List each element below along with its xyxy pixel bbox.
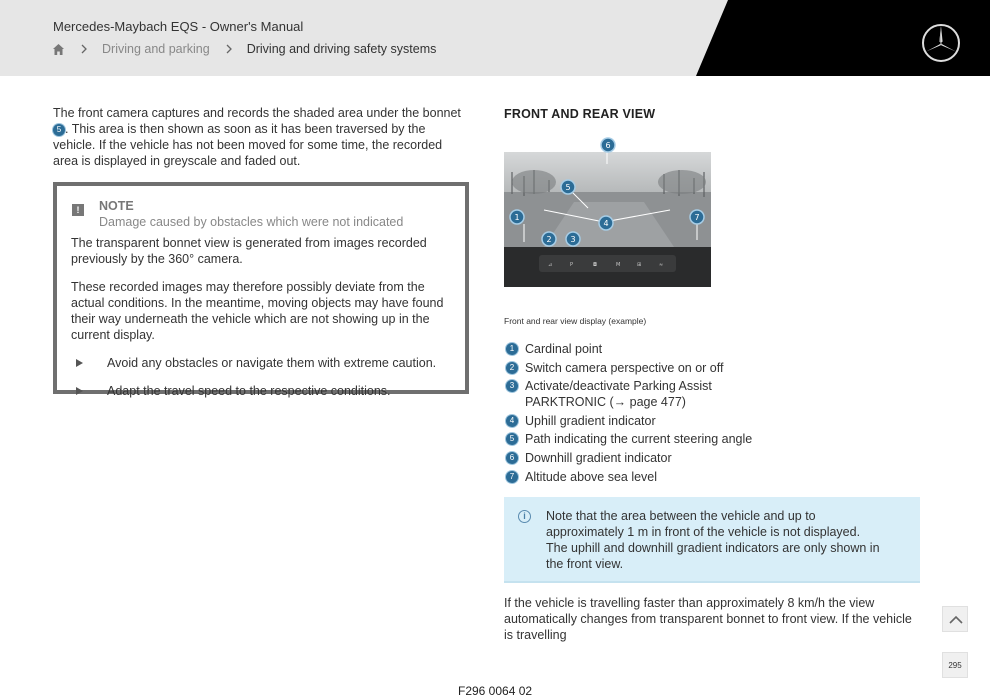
intro-text-continued: . This area is then shown as soon as it has been traversed by the vehicle. If the vehicle has not been moved for some time, the recorded area is displayed in greyscale and faded out.	[53, 122, 443, 168]
legend-item	[504, 469, 914, 485]
svg-text:⊞: ⊞	[637, 262, 642, 268]
scroll-to-top-button[interactable]	[942, 606, 968, 632]
callout-5-label: 5	[565, 183, 571, 192]
marker-5-icon: 5	[53, 124, 65, 136]
image-reference-code: F296 0064 02	[458, 684, 533, 698]
legend-text: Downhill gradient indicator	[525, 450, 672, 465]
legend-text-with-page-link[interactable]: Activate/deactivate Parking Assist PARKTRONIC (→ page 477)	[525, 379, 712, 410]
callout-3	[566, 232, 580, 246]
section-heading: FRONT AND REAR VIEW	[504, 107, 656, 121]
svg-text:M: M	[616, 262, 621, 268]
manual-title: Mercedes-Maybach EQS - Owner's Manual	[53, 19, 304, 34]
note-subtitle: Damage caused by obstacles which were not indicated	[99, 215, 404, 229]
page-number-badge: 295	[942, 652, 968, 678]
note-header	[71, 198, 451, 230]
svg-text:P: P	[570, 262, 574, 268]
callout-3-label: 3	[570, 235, 576, 244]
triangle-bullet-icon	[76, 387, 83, 395]
note-paragraph-1: The transparent bonnet view is generated from images recorded previously by the 360° camera.	[71, 236, 427, 266]
legend-marker: 7	[506, 471, 518, 483]
svg-text:◘: ◘	[593, 262, 597, 268]
svg-text:⊿: ⊿	[548, 262, 553, 268]
chevron-right-icon	[225, 44, 233, 54]
legend-text: Cardinal point	[525, 342, 603, 356]
note-title: NOTE	[99, 199, 134, 213]
figure-legend	[504, 341, 914, 487]
callout-2	[542, 232, 556, 246]
chevron-up-icon	[943, 607, 969, 633]
legend-text: Switch camera perspective on or off	[525, 360, 724, 375]
legend-text: Uphill gradient indicator	[525, 413, 656, 428]
legend-item	[504, 431, 914, 447]
callout-1	[510, 210, 524, 224]
mercedes-star-logo[interactable]	[921, 23, 961, 63]
note-bullet-text: Adapt the travel speed to the respective conditions.	[107, 384, 391, 398]
callout-5	[561, 180, 575, 194]
note-box	[53, 182, 469, 398]
svg-text:≈: ≈	[659, 262, 664, 268]
note-bullet-text: Avoid any obstacles or navigate them with extreme caution.	[107, 356, 437, 370]
callout-7-label: 7	[694, 213, 700, 222]
info-text-line-1: Note that the area between the vehicle and up to approximately 1 m in front of the vehicle is not displayed.	[546, 509, 861, 539]
note-paragraph-2: These recorded images may therefore possibly deviate from the actual conditions. In the meantime, moving objects may have found their way underneath the vehicle which are not showing up in the current display.	[71, 280, 444, 342]
legend-marker: 2	[506, 362, 518, 374]
brand-panel	[0, 0, 990, 76]
legend-text: Path indicating the current steering angle	[525, 432, 753, 447]
legend-item	[504, 341, 914, 357]
home-icon[interactable]	[52, 43, 65, 56]
figure-caption: Front and rear view display (example)	[504, 316, 647, 326]
legend-item	[504, 360, 914, 376]
callout-7	[690, 210, 704, 224]
triangle-bullet-icon	[76, 359, 83, 367]
info-box	[504, 497, 920, 583]
intro-text: The front camera captures and records the shaded area under the bonnet	[53, 106, 461, 120]
legend-item[interactable]	[504, 378, 914, 410]
callout-6	[601, 138, 615, 152]
callout-1-label: 1	[514, 213, 520, 222]
note-bullet	[71, 355, 451, 371]
breadcrumb	[52, 42, 436, 56]
callout-4	[599, 216, 613, 230]
figure-callouts	[504, 136, 711, 251]
breadcrumb-current: Driving and driving safety systems	[246, 42, 437, 56]
legend-item	[504, 450, 914, 466]
chevron-right-icon	[80, 44, 88, 54]
warning-icon: !	[72, 204, 84, 216]
info-text-line-2: The uphill and downhill gradient indicators are only shown in the front view.	[546, 541, 880, 571]
legend-item	[504, 413, 914, 429]
breadcrumb-link-driving-and-parking[interactable]: Driving and parking	[102, 42, 210, 56]
callout-2-label: 2	[546, 235, 552, 244]
legend-marker: 6	[506, 452, 518, 464]
note-bullet	[71, 383, 451, 399]
legend-marker: 3	[506, 380, 518, 392]
legend-marker: 5	[506, 433, 518, 445]
legend-marker: 4	[506, 415, 518, 427]
intro-section	[53, 105, 469, 169]
legend-text: Altitude above sea level	[525, 469, 658, 484]
callout-6-label: 6	[605, 141, 611, 150]
continuation-paragraph: If the vehicle is travelling faster than approximately 8 km/h the view automatically changes from transparent bonnet to front view. If the vehicle is travelling	[504, 596, 912, 642]
info-text	[546, 508, 891, 581]
intro-paragraph	[53, 105, 469, 169]
legend-marker: 1	[506, 343, 518, 355]
callout-4-label: 4	[603, 219, 609, 228]
info-icon: i	[518, 510, 531, 523]
